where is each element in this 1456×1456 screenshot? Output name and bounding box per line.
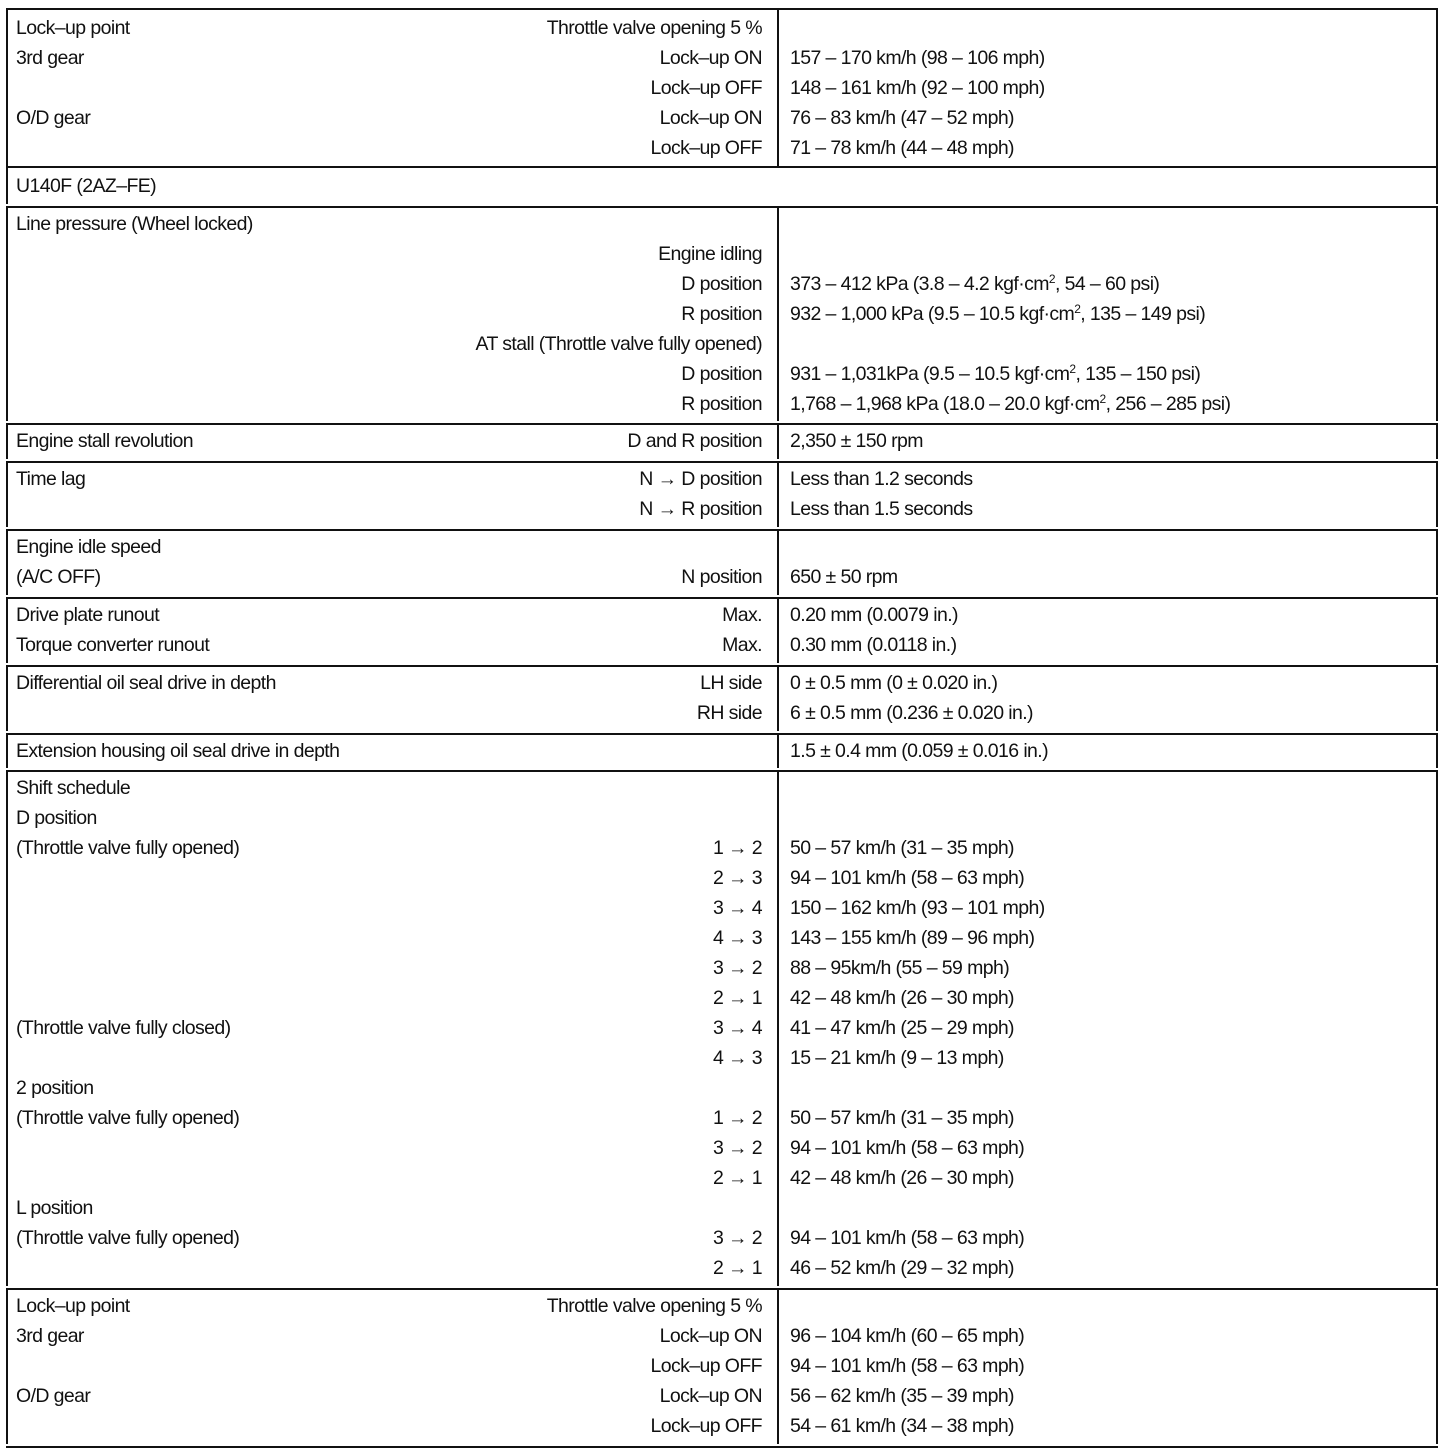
spec-value: 42 – 48 km/h (26 – 30 mph) (790, 987, 1014, 1010)
spec-row (8, 1043, 1436, 1073)
spec-row (8, 1073, 1436, 1103)
spec-value: 15 – 21 km/h (9 – 13 mph) (790, 1047, 1004, 1070)
condition-label: R position (681, 392, 762, 415)
spec-row (8, 299, 1436, 329)
spec-value: 50 – 57 km/h (31 – 35 mph) (790, 837, 1014, 860)
spec-value: 931 – 1,031kPa (9.5 – 10.5 $kgf\cdot cm^2$, 135 – 150 psi) (790, 361, 1201, 385)
condition-label: RH side (696, 701, 762, 724)
item-label: L position (16, 1197, 93, 1220)
condition-label: 1 → 2 (712, 1107, 762, 1130)
condition-label: Throttle valve opening 5 % (546, 1295, 762, 1318)
spec-value: 0.30 mm (0.0118 in.) (790, 633, 957, 656)
spec-row (8, 1193, 1436, 1223)
differential-seal-block (6, 665, 1438, 731)
condition-label: 4 → 3 (712, 1047, 762, 1070)
spec-row (8, 736, 1436, 766)
spec-row (8, 698, 1436, 728)
shift-schedule-block (6, 770, 1438, 1286)
spec-row (8, 1381, 1436, 1411)
item-label: (Throttle valve fully opened) (16, 1107, 240, 1130)
spec-value: 932 – 1,000 kPa (9.5 – 10.5 $kgf\cdot cm^2$, 135 – 149 psi) (790, 301, 1206, 325)
condition-label: 2 → 1 (712, 1257, 762, 1280)
spec-row (8, 13, 1436, 43)
spec-value: Less than 1.2 seconds (790, 468, 973, 491)
condition-label: Max. (722, 603, 762, 626)
condition-label: Lock–up ON (659, 107, 762, 129)
condition-label: R position (681, 302, 762, 325)
model-header-block (6, 168, 1438, 204)
item-label: Shift schedule (16, 777, 131, 800)
condition-label: 1 → 2 (712, 837, 762, 860)
condition-label: Lock–up OFF (650, 1415, 762, 1438)
spec-row (8, 532, 1436, 562)
spec-row (8, 953, 1436, 983)
condition-label: D position (681, 362, 762, 385)
item-label: Engine idle speed (16, 536, 161, 559)
spec-value: 42 – 48 km/h (26 – 30 mph) (790, 1167, 1014, 1190)
condition-label: LH side (700, 671, 762, 694)
spec-value: 1,768 – 1,968 kPa (18.0 – 20.0 $kgf\cdot cm^2$, 256 – 285 psi) (790, 391, 1231, 415)
item-label: Lock–up point (16, 17, 130, 39)
spec-value: 94 – 101 km/h (58 – 63 mph) (790, 867, 1025, 890)
spec-row (8, 1321, 1436, 1351)
lockup-point-block-2 (6, 1288, 1438, 1444)
condition-label: 3 → 2 (712, 1137, 762, 1160)
condition-label: Lock–up ON (659, 47, 762, 69)
item-label: U140F (2AZ–FE) (16, 174, 157, 197)
spec-value: 2,350 ± 150 rpm (790, 430, 923, 453)
condition-label: 2 → 1 (712, 987, 762, 1010)
item-label: Differential oil seal drive in depth (16, 671, 276, 694)
spec-row (8, 803, 1436, 833)
spec-row (8, 329, 1436, 359)
item-label: Time lag (16, 468, 86, 491)
spec-value: 0.20 mm (0.0079 in.) (790, 603, 958, 626)
spec-row (8, 1351, 1436, 1381)
spec-row (8, 1013, 1436, 1043)
spec-row (8, 893, 1436, 923)
condition-label: 3 → 2 (712, 1227, 762, 1250)
spec-value: 650 ± 50 rpm (790, 566, 898, 589)
spec-row (8, 863, 1436, 893)
condition-label: Engine idling (658, 242, 762, 265)
condition-label: Lock–up ON (659, 1385, 762, 1408)
item-label: (Throttle valve fully closed) (16, 1017, 231, 1040)
spec-value: 0 ± 0.5 mm (0 ± 0.020 in.) (790, 671, 998, 694)
item-label: Engine stall revolution (16, 430, 193, 453)
spec-row (8, 923, 1436, 953)
spec-row (8, 1163, 1436, 1193)
spec-row (8, 269, 1436, 299)
condition-label: 2 → 3 (712, 867, 762, 890)
condition-label: 4 → 3 (712, 927, 762, 950)
spec-row (8, 133, 1436, 163)
condition-label: 3 → 2 (712, 957, 762, 980)
item-label: (A/C OFF) (16, 566, 101, 589)
spec-value: 150 – 162 km/h (93 – 101 mph) (790, 897, 1045, 920)
spec-row (8, 833, 1436, 863)
item-label: 3rd gear (16, 47, 84, 69)
condition-label: D position (681, 272, 762, 295)
engine-stall-block (6, 423, 1438, 459)
condition-label: Lock–up OFF (650, 137, 762, 159)
condition-label: 3 → 4 (712, 897, 762, 920)
extension-seal-block (6, 733, 1438, 769)
row-separator (6, 1446, 1438, 1448)
spec-value: 88 – 95km/h (55 – 59 mph) (790, 957, 1010, 980)
spec-row (8, 426, 1436, 456)
spec-value: 71 – 78 km/h (44 – 48 mph) (790, 137, 1014, 159)
item-label: O/D gear (16, 1385, 91, 1408)
spec-row (8, 1223, 1436, 1253)
item-label: D position (16, 807, 97, 830)
spec-value: 96 – 104 km/h (60 – 65 mph) (790, 1325, 1025, 1348)
spec-row (8, 562, 1436, 592)
spec-row (8, 1291, 1436, 1321)
spec-row (8, 494, 1436, 524)
spec-value: 148 – 161 km/h (92 – 100 mph) (790, 77, 1045, 99)
spec-value: 6 ± 0.5 mm (0.236 ± 0.020 in.) (790, 701, 1033, 724)
spec-row (8, 1133, 1436, 1163)
spec-value: 143 – 155 km/h (89 – 96 mph) (790, 927, 1035, 950)
condition-label: N → R position (639, 498, 762, 521)
idle-speed-block (6, 529, 1438, 595)
runout-block (6, 597, 1438, 663)
spec-value: 94 – 101 km/h (58 – 63 mph) (790, 1137, 1025, 1160)
spec-row (8, 464, 1436, 494)
spec-value: 373 – 412 kPa (3.8 – 4.2 $kgf\cdot cm^2$, 54 – 60 psi) (790, 271, 1160, 295)
condition-label: N → D position (639, 468, 762, 491)
spec-row (8, 668, 1436, 698)
condition-label: Lock–up ON (659, 1325, 762, 1348)
condition-label: Max. (722, 633, 762, 656)
item-label: O/D gear (16, 107, 91, 129)
item-label: Torque converter runout (16, 633, 210, 656)
spec-value: 46 – 52 km/h (29 – 32 mph) (790, 1257, 1014, 1280)
condition-label: N position (681, 566, 762, 589)
condition-label: Lock–up OFF (650, 1355, 762, 1378)
spec-value: 157 – 170 km/h (98 – 106 mph) (790, 47, 1045, 69)
condition-label: AT stall (Throttle valve fully opened) (475, 332, 762, 355)
spec-row (8, 239, 1436, 269)
lockup-point-block-1 (6, 8, 1438, 166)
item-label: (Throttle valve fully opened) (16, 1227, 240, 1250)
spec-row (8, 1253, 1436, 1283)
spec-row (8, 359, 1436, 389)
spec-row (8, 1103, 1436, 1133)
condition-label: D and R position (627, 430, 762, 453)
spec-row (8, 773, 1436, 803)
spec-row (8, 600, 1436, 630)
spec-value: Less than 1.5 seconds (790, 498, 973, 521)
item-label: (Throttle valve fully opened) (16, 837, 240, 860)
spec-value: 76 – 83 km/h (47 – 52 mph) (790, 107, 1014, 129)
spec-row (8, 73, 1436, 103)
item-label: Lock–up point (16, 1295, 130, 1318)
spec-value: 41 – 47 km/h (25 – 29 mph) (790, 1017, 1014, 1040)
condition-label: 3 → 4 (712, 1017, 762, 1040)
spec-row (8, 103, 1436, 133)
spec-row (8, 630, 1436, 660)
item-label: 2 position (16, 1077, 94, 1100)
item-label: Drive plate runout (16, 603, 160, 626)
spec-row (8, 983, 1436, 1013)
condition-label: 2 → 1 (712, 1167, 762, 1190)
spec-value: 94 – 101 km/h (58 – 63 mph) (790, 1355, 1025, 1378)
line-pressure-block (6, 206, 1438, 422)
item-label: Extension housing oil seal drive in depth (16, 739, 340, 762)
spec-row (8, 209, 1436, 239)
spec-value: 50 – 57 km/h (31 – 35 mph) (790, 1107, 1014, 1130)
spec-row (8, 1411, 1436, 1441)
spec-value: 1.5 ± 0.4 mm (0.059 ± 0.016 in.) (790, 739, 1049, 762)
item-label: 3rd gear (16, 1325, 84, 1348)
item-label: Line pressure (Wheel locked) (16, 212, 253, 235)
spec-value: 56 – 62 km/h (35 – 39 mph) (790, 1385, 1014, 1408)
spec-row (8, 43, 1436, 73)
spec-value: 54 – 61 km/h (34 – 38 mph) (790, 1415, 1014, 1438)
time-lag-block (6, 461, 1438, 527)
condition-label: Lock–up OFF (650, 77, 762, 99)
spec-row (8, 171, 1436, 201)
spec-row (8, 389, 1436, 419)
spec-value: 94 – 101 km/h (58 – 63 mph) (790, 1227, 1025, 1250)
condition-label: Throttle valve opening 5 % (546, 17, 762, 39)
